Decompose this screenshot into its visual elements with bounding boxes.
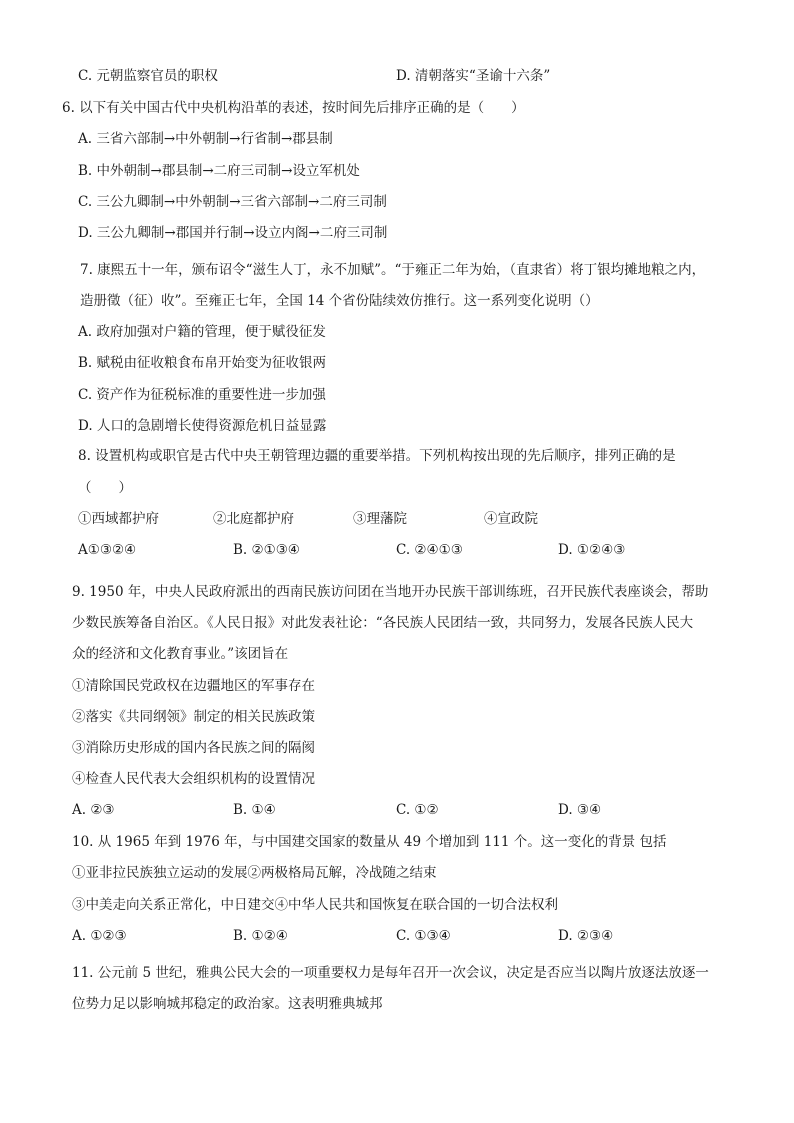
q9-stem-line-1: 9. 1950 年，中央人民政府派出的西南民族访问团在当地开办民族干部训练班，召开民族代表座谈会，帮助 [72,584,709,600]
q9-stem-line-3: 众的经济和文化教育事业。”该团旨在 [72,646,289,662]
q8-option: D. ①②④③ [558,542,626,558]
q10-items-line-1: ①亚非拉民族独立运动的发展②两极格局瓦解，冷战随之结束 [72,865,437,881]
q8-stem-line-2: （ ） [78,480,132,496]
q8-item: ④宣政院 [484,511,538,527]
q10-stem: 10. 从 1965 年到 1976 年，与中国建交国家的数量从 49 个增加到 111 个。这一变化的背景 包括 [72,834,667,850]
q8-option: A①③②④ [78,542,137,558]
q7-option-b: B. 赋税由征收粮食布帛开始变为征收银两 [78,355,327,371]
q10-option: D. ②③④ [558,928,614,944]
q10-items-line-2: ③中美走向关系正常化，中日建交④中华人民共和国恢复在联合国的一切合法权利 [72,897,558,913]
q9-item: ①清除国民党政权在边疆地区的军事存在 [72,678,315,694]
q9-stem-line-2: 少数民族筹备自治区。《人民日报》对此发表社论：“各民族人民团结一致，共同努力，发展各民族人民大 [72,615,694,631]
q6-option-c: C. 三公九卿制→中外朝制→三省六部制→二府三司制 [78,194,387,210]
q7-option-a: A. 政府加强对户籍的管理，便于赋役征发 [78,324,326,340]
q5-option-c: C. 元朝监察官员的职权 [78,68,218,84]
q7-option-c: C. 资产作为征税标准的重要性进一步加强 [78,387,326,403]
q9-item: ④检查人民代表大会组织机构的设置情况 [72,771,315,787]
q6-stem: 6. 以下有关中国古代中央机构沿革的表述，按时间先后排序正确的是（ ） [62,100,525,116]
q9-item: ③消除历史形成的国内各民族之间的隔阂 [72,740,315,756]
q8-item: ①西域都护府 [78,511,159,527]
q5-option-d: D. 清朝落实“圣谕十六条” [396,68,551,84]
q10-options [72,927,722,945]
q8-stem-line-1: 8. 设置机构或职官是古代中央王朝管理边疆的重要举措。下列机构按出现的先后顺序，排列正确的是 [78,448,676,464]
q11-stem-line-1: 11. 公元前 5 世纪，雅典公民大会的一项重要权力是每年召开一次会议，决定是否应当以陶片放逐法放逐一 [72,965,709,981]
q9-item: ②落实《共同纲领》制定的相关民族政策 [72,709,315,725]
q8-option: B. ②①③④ [233,542,300,558]
q9-option: D. ③④ [558,802,602,818]
q9-option: A. ②③ [72,802,115,818]
q10-option: B. ①②④ [233,928,288,944]
q7-stem-line-1: 7. 康熙五十一年，颁布诏令“滋生人丁，永不加赋”。“于雍正二年为始，（直隶省）将丁银均摊地粮之内， [80,262,706,278]
q8-items [78,510,718,528]
q9-option: B. ①④ [233,802,276,818]
q9-option: C. ①② [396,802,439,818]
q7-stem-line-2: 造册徵（征）收”。至雍正七年，全国 14 个省份陆续效仿推行。这一系列变化说明（） [80,293,599,309]
q6-option-d: D. 三公九卿制→郡国并行制→设立内阁→二府三司制 [78,225,388,241]
q11-stem-line-2: 位势力足以影响城邦稳定的政治家。这表明雅典城邦 [72,996,383,1012]
q6-option-b: B. 中外朝制→郡县制→二府三司制→设立军机处 [78,163,360,179]
q5-options-cd [78,67,718,85]
q8-item: ③理藩院 [353,511,407,527]
q6-option-a: A. 三省六部制→中外朝制→行省制→郡县制 [78,131,333,147]
q8-options [78,541,718,559]
q8-item: ②北庭都护府 [213,511,294,527]
q7-option-d: D. 人口的急剧增长使得资源危机日益显露 [78,418,327,434]
q10-option: C. ①③④ [396,928,451,944]
q10-option: A. ①②③ [72,928,127,944]
q9-options [72,801,722,819]
q8-option: C. ②④①③ [396,542,463,558]
